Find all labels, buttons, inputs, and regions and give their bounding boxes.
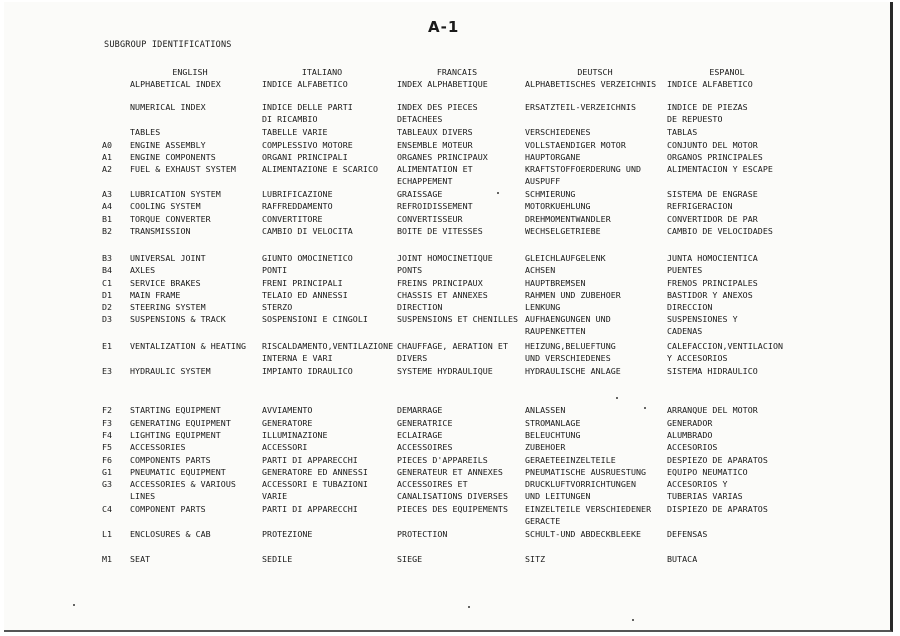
cell-deutsch: STROMANLAGE — [525, 418, 581, 428]
row-code: E1 — [102, 341, 113, 351]
column-header-italiano: ITALIANO — [301, 67, 343, 77]
cell-deutsch: EINZELTEILE VERSCHIEDENER GERACTE — [525, 504, 652, 527]
cell-espanol: CONVERTIDOR DE PAR — [667, 214, 758, 224]
cell-francais: DIRECTION — [397, 302, 443, 312]
scan-speck — [632, 619, 634, 621]
cell-espanol: CALEFACCION,VENTILACION Y ACCESORIOS — [667, 341, 784, 364]
scan-speck — [497, 192, 499, 194]
cell-francais: DEMARRAGE — [397, 405, 443, 415]
cell-deutsch: GERAETEEINZELTEILE — [525, 455, 616, 465]
column-subheader-espanol: INDICE ALFABETICO — [667, 79, 753, 89]
cell-english: SUSPENSIONS & TRACK — [130, 314, 226, 324]
cell-francais: GRAISSAGE — [397, 189, 443, 199]
cell-english: GENERATING EQUIPMENT — [130, 418, 231, 428]
cell-francais: JOINT HOMOCINETIQUE — [397, 253, 493, 263]
cell-italiano: CONVERTITORE — [262, 214, 323, 224]
cell-english: MAIN FRAME — [130, 290, 181, 300]
cell-francais: SUSPENSIONS ET CHENILLES — [397, 314, 519, 324]
row-code: D3 — [102, 314, 113, 324]
cell-deutsch: VERSCHIEDENES — [525, 127, 591, 137]
cell-espanol: DEFENSAS — [667, 529, 708, 539]
cell-deutsch: VOLLSTAENDIGER MOTOR — [525, 140, 626, 150]
cell-english: PNEUMATIC EQUIPMENT — [130, 467, 226, 477]
cell-italiano: FRENI PRINCIPALI — [262, 278, 343, 288]
scan-speck — [644, 407, 646, 409]
cell-espanol: ACCESORIOS Y TUBERIAS VARIAS — [667, 479, 743, 502]
cell-italiano: SOSPENSIONI E CINGOLI — [262, 314, 368, 324]
cell-espanol: JUNTA HOMOCIENTICA — [667, 253, 758, 263]
row-code: F5 — [102, 442, 113, 452]
cell-deutsch: SITZ — [525, 554, 546, 564]
row-code: A0 — [102, 140, 113, 150]
cell-francais: PONTS — [397, 265, 423, 275]
row-code: B3 — [102, 253, 113, 263]
cell-francais: PIECES DES EQUIPEMENTS — [397, 504, 508, 514]
cell-english: HYDRAULIC SYSTEM — [130, 366, 211, 376]
row-code: G1 — [102, 467, 113, 477]
cell-italiano: ACCESSORI E TUBAZIONI VARIE — [262, 479, 368, 502]
cell-francais: ACCESSOIRES — [397, 442, 453, 452]
row-code: A4 — [102, 201, 113, 211]
cell-francais: ENSEMBLE MOTEUR — [397, 140, 473, 150]
cell-english: SEAT — [130, 554, 151, 564]
cell-italiano: ACCESSORI — [262, 442, 308, 452]
cell-italiano: STERZO — [262, 302, 293, 312]
cell-espanol: SUSPENSIONES Y CADENAS — [667, 314, 738, 337]
row-code: A1 — [102, 152, 113, 162]
cell-espanol: BUTACA — [667, 554, 698, 564]
cell-italiano: PONTI — [262, 265, 288, 275]
cell-english: AXLES — [130, 265, 156, 275]
cell-espanol: PUENTES — [667, 265, 703, 275]
cell-english: STEERING SYSTEM — [130, 302, 206, 312]
row-code: A3 — [102, 189, 113, 199]
cell-deutsch: KRAFTSTOFFOERDERUNG UND AUSPUFF — [525, 164, 642, 187]
cell-espanol: ALIMENTACION Y ESCAPE — [667, 164, 773, 174]
cell-francais: SIEGE — [397, 554, 423, 564]
cell-italiano: CAMBIO DI VELOCITA — [262, 226, 353, 236]
row-code: F3 — [102, 418, 113, 428]
cell-italiano: PROTEZIONE — [262, 529, 313, 539]
cell-italiano: ILLUMINAZIONE — [262, 430, 328, 440]
cell-francais: PIECES D'APPAREILS — [397, 455, 488, 465]
scan-speck — [616, 397, 618, 399]
scan-speck — [73, 604, 75, 606]
cell-francais: ACCESSOIRES ET CANALISATIONS DIVERSES — [397, 479, 508, 502]
cell-espanol: CONJUNTO DEL MOTOR — [667, 140, 758, 150]
cell-deutsch: RAHMEN UND ZUBEHOER — [525, 290, 621, 300]
column-header-espanol: ESPANOL — [709, 67, 745, 77]
cell-italiano: LUBRIFICAZIONE — [262, 189, 333, 199]
cell-deutsch: GLEICHLAUFGELENK — [525, 253, 606, 263]
page-number: A-1 — [428, 18, 460, 36]
cell-english: NUMERICAL INDEX — [130, 102, 206, 112]
cell-deutsch: AUFHAENGUNGEN UND RAUPENKETTEN — [525, 314, 611, 337]
cell-deutsch: ERSATZTEIL-VERZEICHNIS — [525, 102, 636, 112]
cell-deutsch: HEIZUNG,BELUEFTUNG UND VERSCHIEDENES — [525, 341, 616, 364]
cell-francais: BOITE DE VITESSES — [397, 226, 483, 236]
cell-francais: SYSTEME HYDRAULIQUE — [397, 366, 493, 376]
scan-speck — [468, 606, 470, 608]
cell-italiano: AVVIAMENTO — [262, 405, 313, 415]
cell-deutsch: HYDRAULISCHE ANLAGE — [525, 366, 621, 376]
cell-english: LUBRICATION SYSTEM — [130, 189, 221, 199]
cell-espanol: GENERADOR — [667, 418, 713, 428]
cell-francais: ORGANES PRINCIPAUX — [397, 152, 488, 162]
cell-francais: REFROIDISSEMENT — [397, 201, 473, 211]
row-code: B2 — [102, 226, 113, 236]
cell-deutsch: LENKUNG — [525, 302, 561, 312]
column-header-francais: FRANCAIS — [436, 67, 478, 77]
cell-english: ENGINE ASSEMBLY — [130, 140, 206, 150]
cell-deutsch: SCHULT-UND ABDECKBLEEKE — [525, 529, 642, 539]
cell-italiano: PARTI DI APPARECCHI — [262, 455, 358, 465]
cell-italiano: INDICE DELLE PARTI DI RICAMBIO — [262, 102, 353, 125]
cell-italiano: RISCALDAMENTO,VENTILAZIONE INTERNA E VARI — [262, 341, 394, 364]
cell-italiano: COMPLESSIVO MOTORE — [262, 140, 353, 150]
cell-espanol: ALUMBRADO — [667, 430, 713, 440]
row-code: D2 — [102, 302, 113, 312]
cell-francais: PROTECTION — [397, 529, 448, 539]
cell-francais: CHASSIS ET ANNEXES — [397, 290, 488, 300]
cell-deutsch: WECHSELGETRIEBE — [525, 226, 601, 236]
cell-francais: CHAUFFAGE, AERATION ET DIVERS — [397, 341, 508, 364]
cell-english: VENTALIZATION & HEATING — [130, 341, 247, 351]
cell-espanol: EQUIPO NEUMATICO — [667, 467, 748, 477]
cell-deutsch: ANLASSEN — [525, 405, 566, 415]
cell-espanol: DIRECCION — [667, 302, 713, 312]
cell-italiano: ALIMENTAZIONE E SCARICO — [262, 164, 379, 174]
row-code: B1 — [102, 214, 113, 224]
cell-francais: GENERATEUR ET ANNEXES — [397, 467, 503, 477]
cell-italiano: GIUNTO OMOCINETICO — [262, 253, 353, 263]
cell-english: ENGINE COMPONENTS — [130, 152, 216, 162]
cell-english: COMPONENTS PARTS — [130, 455, 211, 465]
cell-francais: GENERATRICE — [397, 418, 453, 428]
subgroup-title: SUBGROUP IDENTIFICATIONS — [104, 40, 232, 50]
cell-francais: ALIMENTATION ET ECHAPPEMENT — [397, 164, 473, 187]
cell-espanol: CAMBIO DE VELOCIDADES — [667, 226, 773, 236]
document-page — [4, 2, 893, 632]
cell-espanol: DESPIEZO DE APARATOS — [667, 455, 768, 465]
cell-espanol: INDICE DE PIEZAS DE REPUESTO — [667, 102, 748, 125]
cell-espanol: ARRANQUE DEL MOTOR — [667, 405, 758, 415]
cell-english: LIGHTING EQUIPMENT — [130, 430, 221, 440]
cell-deutsch: HAUPTORGANE — [525, 152, 581, 162]
cell-italiano: SEDILE — [262, 554, 293, 564]
row-code: D1 — [102, 290, 113, 300]
cell-english: SERVICE BRAKES — [130, 278, 201, 288]
cell-espanol: ACCESORIOS — [667, 442, 718, 452]
cell-deutsch: PNEUMATISCHE AUSRUESTUNG — [525, 467, 647, 477]
cell-deutsch: HAUPTBREMSEN — [525, 278, 586, 288]
row-code: F6 — [102, 455, 113, 465]
cell-english: STARTING EQUIPMENT — [130, 405, 221, 415]
cell-francais: CONVERTISSEUR — [397, 214, 463, 224]
cell-italiano: TABELLE VARIE — [262, 127, 328, 137]
column-subheader-italiano: INDICE ALFABETICO — [262, 79, 348, 89]
cell-deutsch: BELEUCHTUNG — [525, 430, 581, 440]
cell-francais: FREINS PRINCIPAUX — [397, 278, 483, 288]
column-subheader-deutsch: ALPHABETISCHES VERZEICHNIS — [525, 79, 657, 89]
cell-espanol: SISTEMA HIDRAULICO — [667, 366, 758, 376]
cell-deutsch: SCHMIERUNG — [525, 189, 576, 199]
cell-deutsch: MOTORKUEHLUNG — [525, 201, 591, 211]
row-code: A2 — [102, 164, 113, 174]
row-code: C1 — [102, 278, 113, 288]
cell-espanol: BASTIDOR Y ANEXOS — [667, 290, 753, 300]
cell-espanol: SISTEMA DE ENGRASE — [667, 189, 758, 199]
cell-espanol: REFRIGERACION — [667, 201, 733, 211]
cell-deutsch: ZUBEHOER — [525, 442, 566, 452]
cell-english: COOLING SYSTEM — [130, 201, 201, 211]
cell-english: FUEL & EXHAUST SYSTEM — [130, 164, 236, 174]
cell-italiano: GENERATORE ED ANNESSI — [262, 467, 368, 477]
cell-italiano: RAFFREDDAMENTO — [262, 201, 333, 211]
cell-deutsch: DREHMOMENTWANDLER — [525, 214, 611, 224]
column-header-english: ENGLISH — [172, 67, 208, 77]
column-subheader-english: ALPHABETICAL INDEX — [130, 79, 221, 89]
cell-english: TRANSMISSION — [130, 226, 191, 236]
cell-italiano: GENERATORE — [262, 418, 313, 428]
cell-english: TORQUE CONVERTER — [130, 214, 211, 224]
row-code: C4 — [102, 504, 113, 514]
row-code: F4 — [102, 430, 113, 440]
cell-italiano: PARTI DI APPARECCHI — [262, 504, 358, 514]
cell-espanol: DISPIEZO DE APARATOS — [667, 504, 768, 514]
cell-francais: TABLEAUX DIVERS — [397, 127, 473, 137]
cell-english: ACCESSORIES & VARIOUS LINES — [130, 479, 236, 502]
cell-english: UNIVERSAL JOINT — [130, 253, 206, 263]
column-subheader-francais: INDEX ALPHABETIQUE — [397, 79, 488, 89]
row-code: L1 — [102, 529, 113, 539]
row-code: B4 — [102, 265, 113, 275]
cell-francais: ECLAIRAGE — [397, 430, 443, 440]
cell-italiano: IMPIANTO IDRAULICO — [262, 366, 353, 376]
cell-italiano: TELAIO ED ANNESSI — [262, 290, 348, 300]
cell-deutsch: DRUCKLUFTVORRICHTUNGEN UND LEITUNGEN — [525, 479, 636, 502]
cell-english: COMPONENT PARTS — [130, 504, 206, 514]
cell-english: TABLES — [130, 127, 161, 137]
cell-english: ACCESSORIES — [130, 442, 186, 452]
row-code: M1 — [102, 554, 113, 564]
column-header-deutsch: DEUTSCH — [577, 67, 613, 77]
cell-english: ENCLOSURES & CAB — [130, 529, 211, 539]
cell-espanol: TABLAS — [667, 127, 698, 137]
cell-deutsch: ACHSEN — [525, 265, 556, 275]
cell-italiano: ORGANI PRINCIPALI — [262, 152, 348, 162]
row-code: F2 — [102, 405, 113, 415]
cell-espanol: FRENOS PRINCIPALES — [667, 278, 758, 288]
cell-francais: INDEX DES PIECES DETACHEES — [397, 102, 478, 125]
row-code: G3 — [102, 479, 113, 489]
cell-espanol: ORGANOS PRINCIPALES — [667, 152, 763, 162]
row-code: E3 — [102, 366, 113, 376]
